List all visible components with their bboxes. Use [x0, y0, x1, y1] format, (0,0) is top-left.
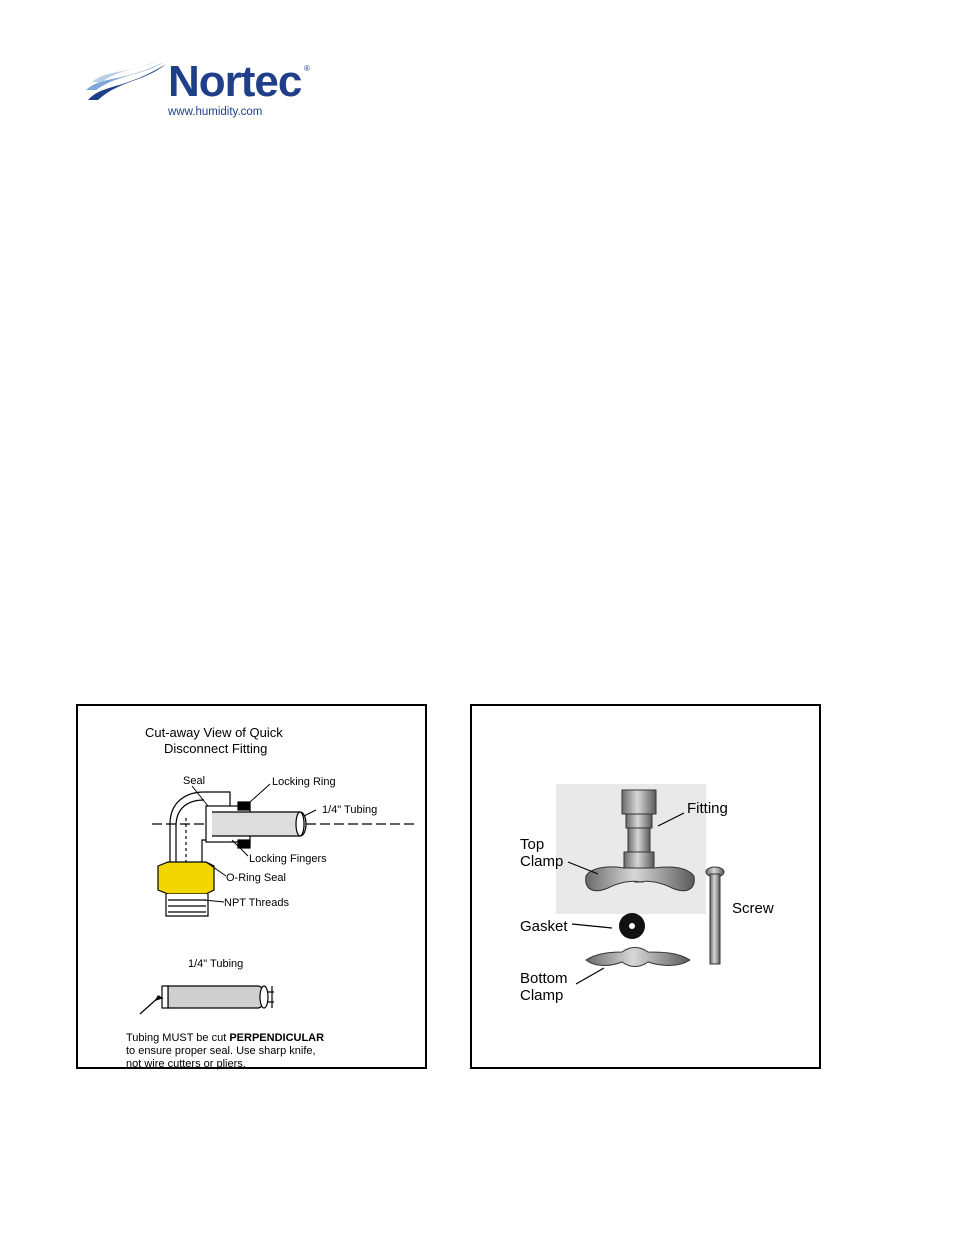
quick-disconnect-diagram [78, 706, 429, 1071]
label-oring-seal: O-Ring Seal [226, 872, 286, 884]
label-tubing-bottom: 1/4" Tubing [188, 958, 244, 970]
label-fitting: Fitting [687, 800, 728, 817]
quick-disconnect-figure [76, 704, 427, 1069]
label-screw: Screw [732, 900, 774, 917]
bottom-clamp-photo [586, 948, 690, 967]
tubing-drawing [140, 986, 274, 1014]
nortec-logo [84, 58, 314, 124]
tubing-note-line2: to ensure proper seal. Use sharp knife, [126, 1045, 316, 1057]
label-bottom-clamp-line2: Clamp [520, 987, 564, 1004]
label-seal: Seal [183, 775, 206, 787]
label-locking-ring: Locking Ring [272, 776, 336, 788]
saddle-valve-diagram [472, 706, 823, 1071]
tubing-note-line1: Tubing MUST be cut PERPENDICULAR [126, 1032, 325, 1044]
registered-mark: ® [304, 64, 310, 73]
figure-title-line1: Cut-away View of Quick [145, 725, 283, 740]
label-bottom-clamp-line1: Bottom [520, 970, 568, 987]
screw-photo [706, 867, 724, 964]
brand-name: Nortec [168, 57, 302, 106]
label-npt-threads: NPT Threads [224, 897, 290, 909]
saddle-valve-figure [470, 704, 821, 1069]
label-gasket: Gasket [520, 918, 568, 935]
tubing-note-line3: not wire cutters or pliers. [126, 1058, 246, 1070]
figure-title-line2: Disconnect Fitting [164, 741, 268, 756]
label-top-clamp-line2: Clamp [520, 853, 564, 870]
wave-logo-icon [84, 60, 168, 106]
website-url: www.humidity.com [168, 106, 263, 118]
label-locking-fingers: Locking Fingers [249, 853, 327, 865]
label-tubing-top: 1/4" Tubing [322, 804, 378, 816]
gasket-photo [619, 913, 645, 939]
label-top-clamp-line1: Top [520, 836, 545, 853]
